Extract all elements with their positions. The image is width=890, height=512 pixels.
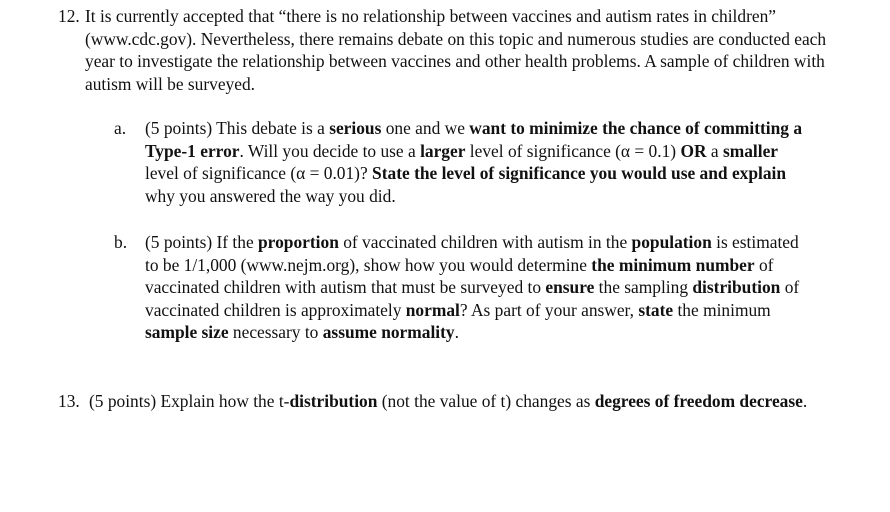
text-run: the minimum xyxy=(673,299,771,320)
bold-text-run: distribution xyxy=(289,391,378,411)
question-number: 13. xyxy=(58,391,80,411)
question-13 xyxy=(58,390,838,413)
bold-text-run: proportion xyxy=(258,232,339,252)
text-run: necessary to xyxy=(228,322,323,342)
question-12 xyxy=(58,5,838,95)
text-run: level of significance (α = 0.01)? xyxy=(145,163,373,183)
text-run: a xyxy=(706,140,723,161)
question-12-part-b xyxy=(114,231,804,344)
text-run: of vaccinated children is approximately xyxy=(145,277,800,320)
text-run: one and we xyxy=(381,118,470,138)
text-run: level of significance (α = 0.1) xyxy=(465,140,681,161)
text-run: is estimated to be 1/1,000 (www.nejm.org), show how you would determine xyxy=(145,232,799,275)
bold-text-run: sample size xyxy=(145,322,229,342)
bold-text-run: normal xyxy=(405,299,460,320)
bold-text-run: smaller xyxy=(722,140,779,161)
bold-text-run: the minimum number xyxy=(591,254,755,275)
text-run: the sampling xyxy=(594,277,693,297)
bold-text-run: larger xyxy=(420,140,466,161)
text-run: . xyxy=(802,391,808,411)
text-run: ? As part of your answer, xyxy=(459,299,639,320)
text-run: (5 points) Explain how the t- xyxy=(89,391,290,411)
part-letter: a. xyxy=(114,118,127,138)
text-run: why you answered the way you did. xyxy=(145,185,396,206)
question-text xyxy=(89,390,838,413)
text-run: . xyxy=(454,322,459,342)
text-run: (not the value of t) changes as xyxy=(377,391,595,411)
bold-text-run: population xyxy=(631,232,712,252)
bold-text-run: State the level of significance you would use and explain xyxy=(372,163,787,183)
text-run: It is currently accepted that “there is no relationship between vaccines and autism rates in children” (www.cdc.gov). Nevertheless, there remains debate on this topic and numerous studies are conducted each year to investigate the relationship between vaccines and other health problems. A sample of children with autism will be surveyed. xyxy=(85,6,827,94)
bold-text-run: state xyxy=(638,299,674,320)
bold-text-run: distribution xyxy=(692,277,781,297)
part-text xyxy=(145,231,804,344)
text-run: (5 points) If the xyxy=(145,232,259,252)
bold-text-run: ensure xyxy=(545,277,595,297)
text-run: (5 points) This debate is a xyxy=(145,118,330,138)
question-12-part-a xyxy=(114,117,804,207)
bold-text-run: degrees of freedom decrease xyxy=(594,391,803,411)
text-run: of vaccinated children with autism that must be surveyed to xyxy=(145,254,774,297)
part-letter: b. xyxy=(114,232,128,252)
part-text xyxy=(145,117,804,207)
bold-text-run: assume normality xyxy=(322,322,455,342)
text-run: . Will you decide to use a xyxy=(239,140,421,161)
bold-text-run: serious xyxy=(329,118,382,138)
question-text xyxy=(85,5,838,95)
bold-text-run: OR xyxy=(680,140,707,161)
bold-text-run: want to minimize the chance of committing a Type-1 error xyxy=(145,118,803,161)
question-number: 12. xyxy=(58,6,80,26)
text-run: of vaccinated children with autism in the xyxy=(338,232,632,252)
